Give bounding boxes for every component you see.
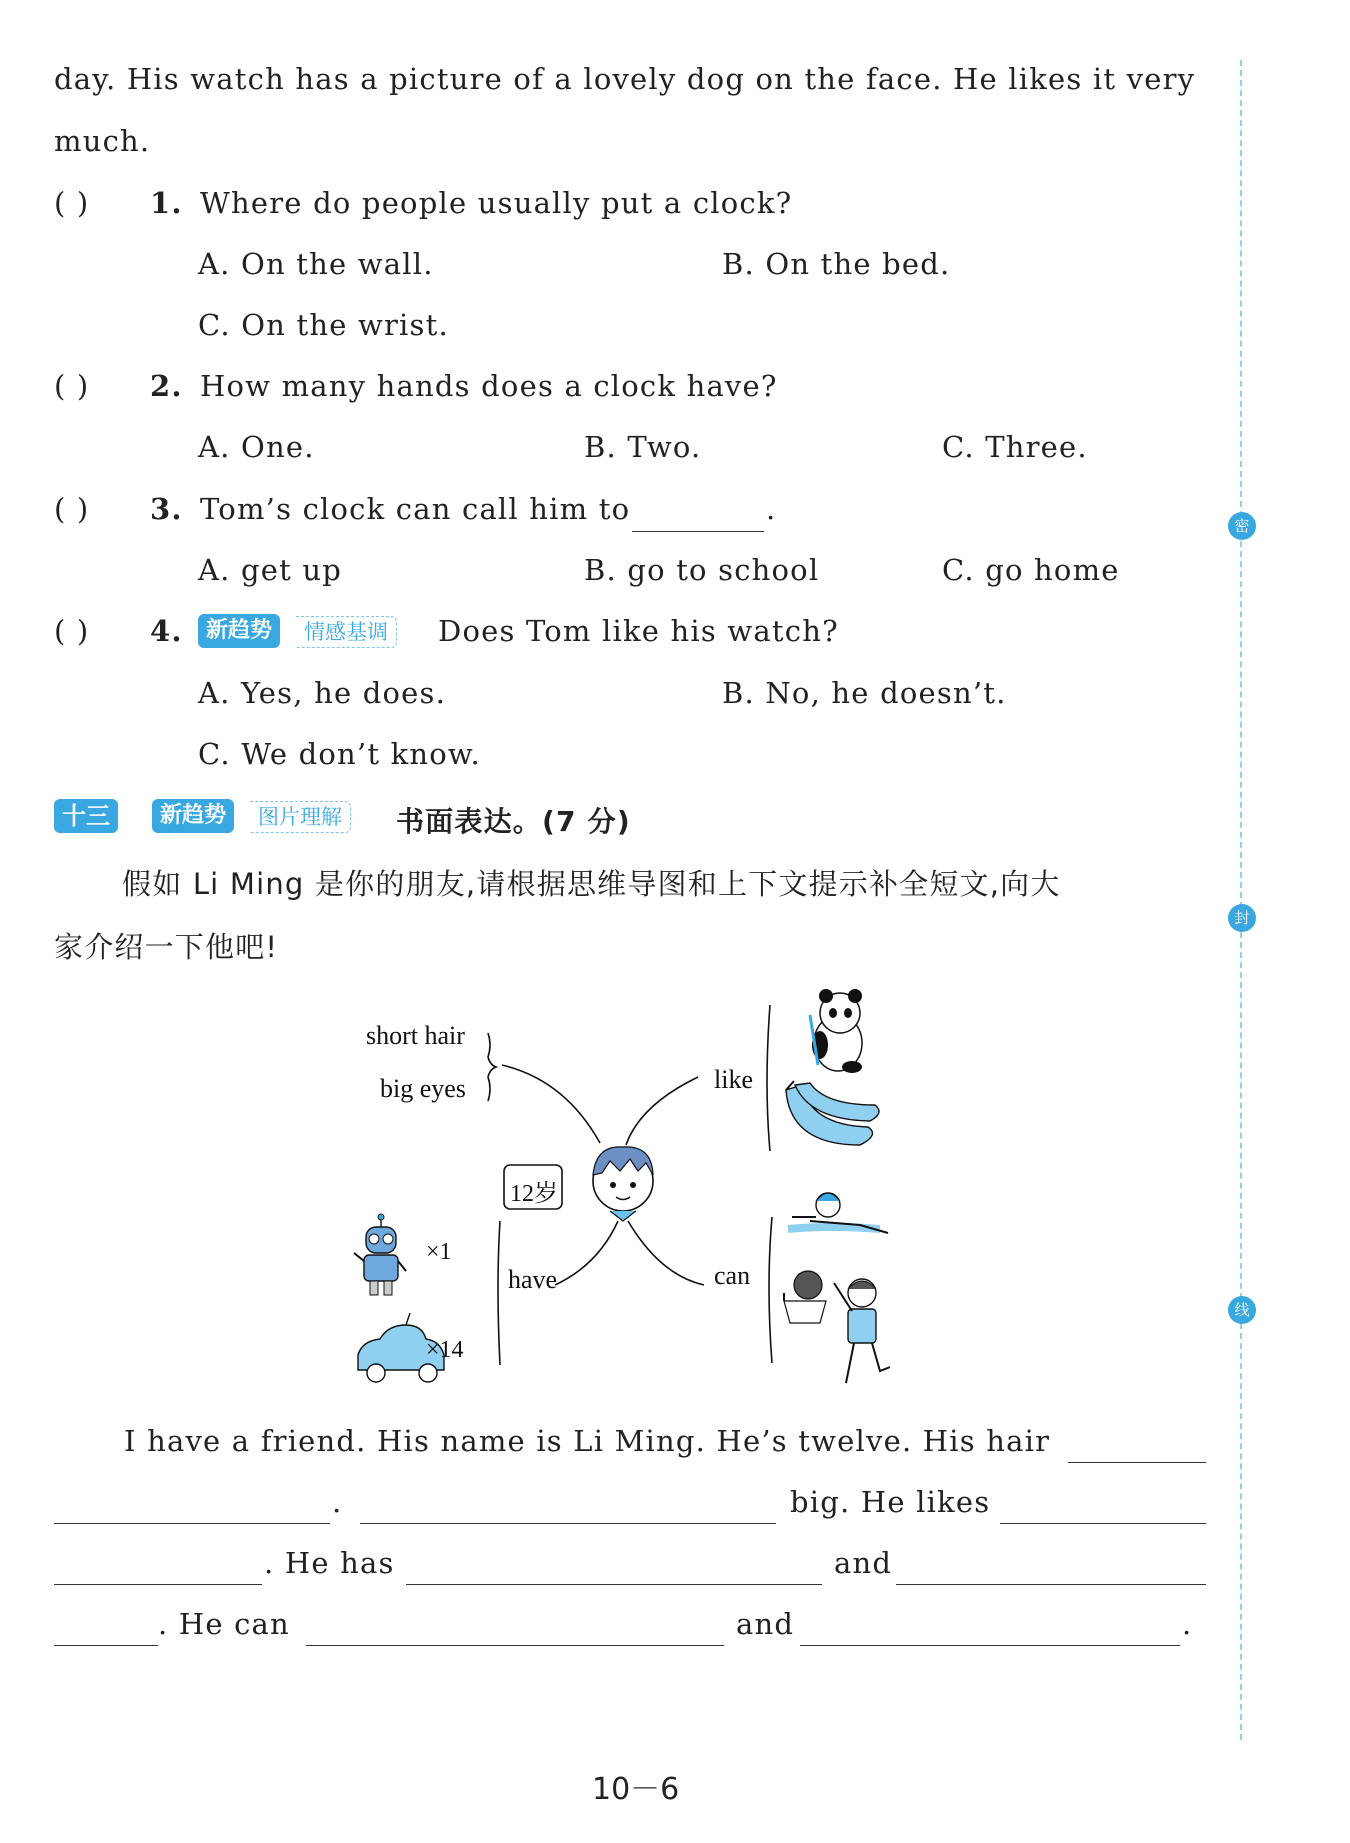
page-number: 10－6 — [592, 1772, 680, 1807]
fill-in-text: . — [332, 1485, 343, 1519]
option: C. Three. — [942, 430, 1088, 464]
answer-bracket[interactable]: ( ) — [54, 369, 90, 403]
mindmap-robot-count: ×1 — [426, 1239, 452, 1265]
option: A. On the wall. — [198, 247, 434, 281]
fill-in-text: and — [736, 1607, 795, 1641]
question-number: 4. — [150, 614, 183, 648]
answer-blank[interactable] — [306, 1644, 724, 1646]
connector-have — [555, 1221, 618, 1285]
answer-bracket[interactable]: ( ) — [54, 186, 90, 220]
question-text: Does Tom like his watch? — [438, 614, 839, 648]
mindmap-label-age: 12岁 — [510, 1181, 558, 1207]
option: C. We don’t know. — [198, 737, 481, 771]
swimmer-icon — [788, 1193, 888, 1233]
fill-in-text: and — [834, 1546, 893, 1580]
sealing-marker: 线 — [1228, 1296, 1256, 1324]
badge-subtitle: 图片理解 — [250, 801, 351, 833]
connector-can — [628, 1221, 704, 1285]
fill-in-text: big. He likes — [790, 1485, 991, 1519]
question-text: Where do people usually put a clock? — [200, 186, 793, 220]
badge-subtitle: 情感基调 — [296, 616, 397, 648]
question-number: 3. — [150, 492, 183, 526]
answer-blank[interactable] — [360, 1522, 776, 1524]
fill-in-text: I have a friend. His name is Li Ming. He’s twelve. His hair — [124, 1424, 1051, 1458]
mindmap-car-count: ×14 — [426, 1337, 464, 1363]
answer-blank[interactable] — [1000, 1522, 1206, 1524]
mindmap-label-short-hair: short hair — [366, 1021, 465, 1050]
answer-bracket[interactable]: ( ) — [54, 492, 90, 526]
instruction: 假如 Li Ming 是你的朋友,请根据思维导图和上下文提示补全短文,向大 — [122, 867, 1061, 901]
panda-icon — [810, 989, 862, 1073]
option: B. go to school — [584, 553, 820, 587]
question-text: How many hands does a clock have? — [200, 369, 778, 403]
bananas-icon — [786, 1081, 879, 1145]
question-number: 1. — [150, 186, 183, 220]
passage-line: much. — [54, 124, 151, 158]
option: A. One. — [198, 430, 315, 464]
answer-blank[interactable] — [896, 1583, 1206, 1585]
option: A. get up — [198, 553, 343, 587]
mind-map — [340, 985, 920, 1405]
option: B. On the bed. — [722, 247, 951, 281]
fill-in-text: . He can — [158, 1607, 290, 1641]
robot-icon — [354, 1214, 406, 1295]
answer-blank[interactable] — [1068, 1461, 1206, 1463]
sealing-marker: 封 — [1228, 904, 1256, 932]
passage-line: day. His watch has a picture of a lovely dog on the face. He likes it very — [54, 62, 1196, 96]
boy-icon — [593, 1147, 653, 1221]
option: B. Two. — [584, 430, 702, 464]
section-number: 十三 — [54, 799, 118, 833]
answer-blank[interactable] — [406, 1583, 822, 1585]
question-text: Tom’s clock can call him to — [200, 492, 631, 526]
mindmap-label-big-eyes: big eyes — [380, 1074, 466, 1103]
sealing-line — [1240, 60, 1242, 1740]
connector-like — [626, 1077, 698, 1145]
mindmap-label-can: can — [714, 1261, 751, 1290]
fill-in-text: . He has — [264, 1546, 395, 1580]
basketball-player-icon — [784, 1271, 890, 1383]
connector-hair — [502, 1065, 600, 1143]
trend-badge: 新趋势 — [198, 614, 280, 648]
section-title: 书面表达。(7 分) — [396, 805, 631, 838]
mindmap-label-like: like — [714, 1065, 753, 1094]
mindmap-label-have: have — [508, 1265, 558, 1294]
brace-right-top — [767, 1005, 770, 1151]
answer-blank[interactable] — [632, 530, 764, 532]
question-number: 2. — [150, 369, 183, 403]
answer-blank[interactable] — [54, 1644, 158, 1646]
brace-left-top — [488, 1033, 496, 1101]
option: A. Yes, he does. — [198, 676, 447, 710]
instruction: 家介绍一下他吧! — [54, 930, 279, 964]
trend-badge: 新趋势 — [152, 799, 234, 833]
question-text-end: . — [766, 492, 777, 526]
fill-in-text: . — [1182, 1607, 1193, 1641]
option: C. On the wrist. — [198, 308, 449, 342]
option: C. go home — [942, 553, 1120, 587]
sealing-marker: 密 — [1228, 512, 1256, 540]
answer-bracket[interactable]: ( ) — [54, 614, 90, 648]
brace-left-bottom — [498, 1221, 500, 1365]
answer-blank[interactable] — [800, 1644, 1180, 1646]
option: B. No, he doesn’t. — [722, 676, 1007, 710]
answer-blank[interactable] — [54, 1522, 330, 1524]
brace-right-bottom — [769, 1217, 772, 1363]
answer-blank[interactable] — [54, 1583, 262, 1585]
